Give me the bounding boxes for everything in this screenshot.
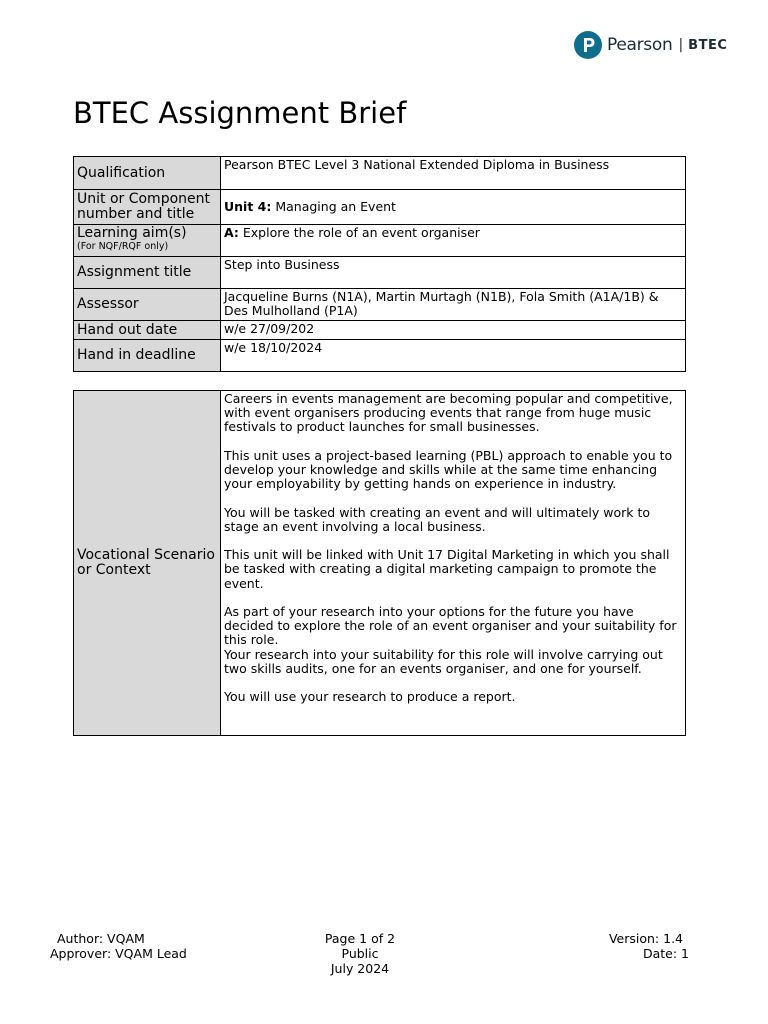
pearson-logo-icon	[574, 31, 602, 59]
footer-version-block	[560, 931, 689, 961]
context-paragraph: This unit will be linked with Unit 17 Digital Marketing in which you shall be tasked with creating a digital marketing campaign to promote the event.	[224, 547, 670, 591]
row-context	[74, 391, 686, 736]
label-assessor: Assessor	[74, 289, 221, 321]
context-paragraph: As part of your research into your options for the future you have decided to explore the role of an event organiser and your suitability for this role.	[224, 603, 677, 648]
assignment-details-table	[73, 156, 686, 372]
context-paragraph: Careers in events management are becoming popular and competitive, with event organisers producing events that range from huge music festivals to product launches for small businesses.	[224, 391, 673, 435]
value-learning-aim-text: Explore the role of an event organiser	[238, 225, 480, 240]
row-unit	[74, 190, 686, 225]
value-learning-aim-bold: A:	[224, 225, 239, 240]
footer-issue-date: July 2024	[330, 961, 390, 976]
row-qualification	[74, 157, 686, 190]
footer-author-block	[50, 931, 193, 961]
footer-date: Date: 1	[642, 946, 689, 961]
row-hand-out-date	[74, 321, 686, 340]
value-hand-in-deadline: w/e 18/10/2024	[221, 340, 686, 372]
context-table	[73, 390, 686, 736]
value-context	[221, 391, 686, 736]
context-paragraph: You will be tasked with creating an event and will ultimately work to stage an event involving a local business.	[224, 504, 651, 534]
footer-classification: Public	[341, 946, 379, 961]
label-qualification: Qualification	[74, 157, 221, 190]
label-hand-in-deadline: Hand in deadline	[74, 340, 221, 372]
value-assessor: Jacqueline Burns (N1A), Martin Murtagh (N1B), Fola Smith (A1A/1B) & Des Mulholland (P1A)	[221, 289, 686, 321]
label-learning-aim-text: Learning aim(s)	[77, 225, 187, 241]
footer-page-block	[300, 931, 420, 976]
value-unit	[221, 190, 686, 225]
row-learning-aim	[74, 225, 686, 257]
label-hand-out-date: Hand out date	[74, 321, 221, 340]
context-paragraph: Your research into your suitability for this role will involve carrying out two skills audits, one for an events organiser, and one for yourself.	[224, 646, 663, 676]
row-hand-in-deadline	[74, 340, 686, 372]
logo-separator: |	[678, 37, 684, 53]
logo-brand: Pearson	[607, 35, 673, 55]
footer-author: Author: VQAM	[57, 931, 145, 946]
logo-product: BTEC	[688, 37, 728, 53]
label-context: Vocational Scenario or Context	[74, 391, 221, 736]
value-unit-bold: Unit 4:	[224, 199, 272, 214]
context-paragraph: This unit uses a project-based learning (PBL) approach to enable you to develop your knowledge and skills while at the same time enhancing your employability by getting hands on experience in industry.	[224, 447, 673, 492]
value-hand-out-date: w/e 27/09/202	[221, 321, 686, 340]
pearson-btec-logo	[574, 31, 727, 59]
row-assignment-title	[74, 257, 686, 289]
label-unit: Unit or Component number and title	[74, 190, 221, 225]
label-learning-aim-note: (For NQF/RQF only)	[77, 241, 169, 252]
footer-version: Version: 1.4	[608, 931, 683, 946]
label-assignment-title: Assignment title	[74, 257, 221, 289]
context-paragraph: You will use your research to produce a report.	[224, 689, 516, 705]
value-qualification: Pearson BTEC Level 3 National Extended Diploma in Business	[221, 157, 686, 190]
value-unit-text: Managing an Event	[271, 199, 396, 214]
footer-page-number: Page 1 of 2	[324, 931, 396, 946]
row-assessor	[74, 289, 686, 321]
footer-approver: Approver: VQAM Lead	[50, 946, 187, 961]
value-assignment-title: Step into Business	[221, 257, 686, 289]
label-learning-aim	[74, 225, 221, 257]
value-learning-aim	[221, 225, 686, 257]
page-title: BTEC Assignment Brief	[73, 96, 407, 130]
